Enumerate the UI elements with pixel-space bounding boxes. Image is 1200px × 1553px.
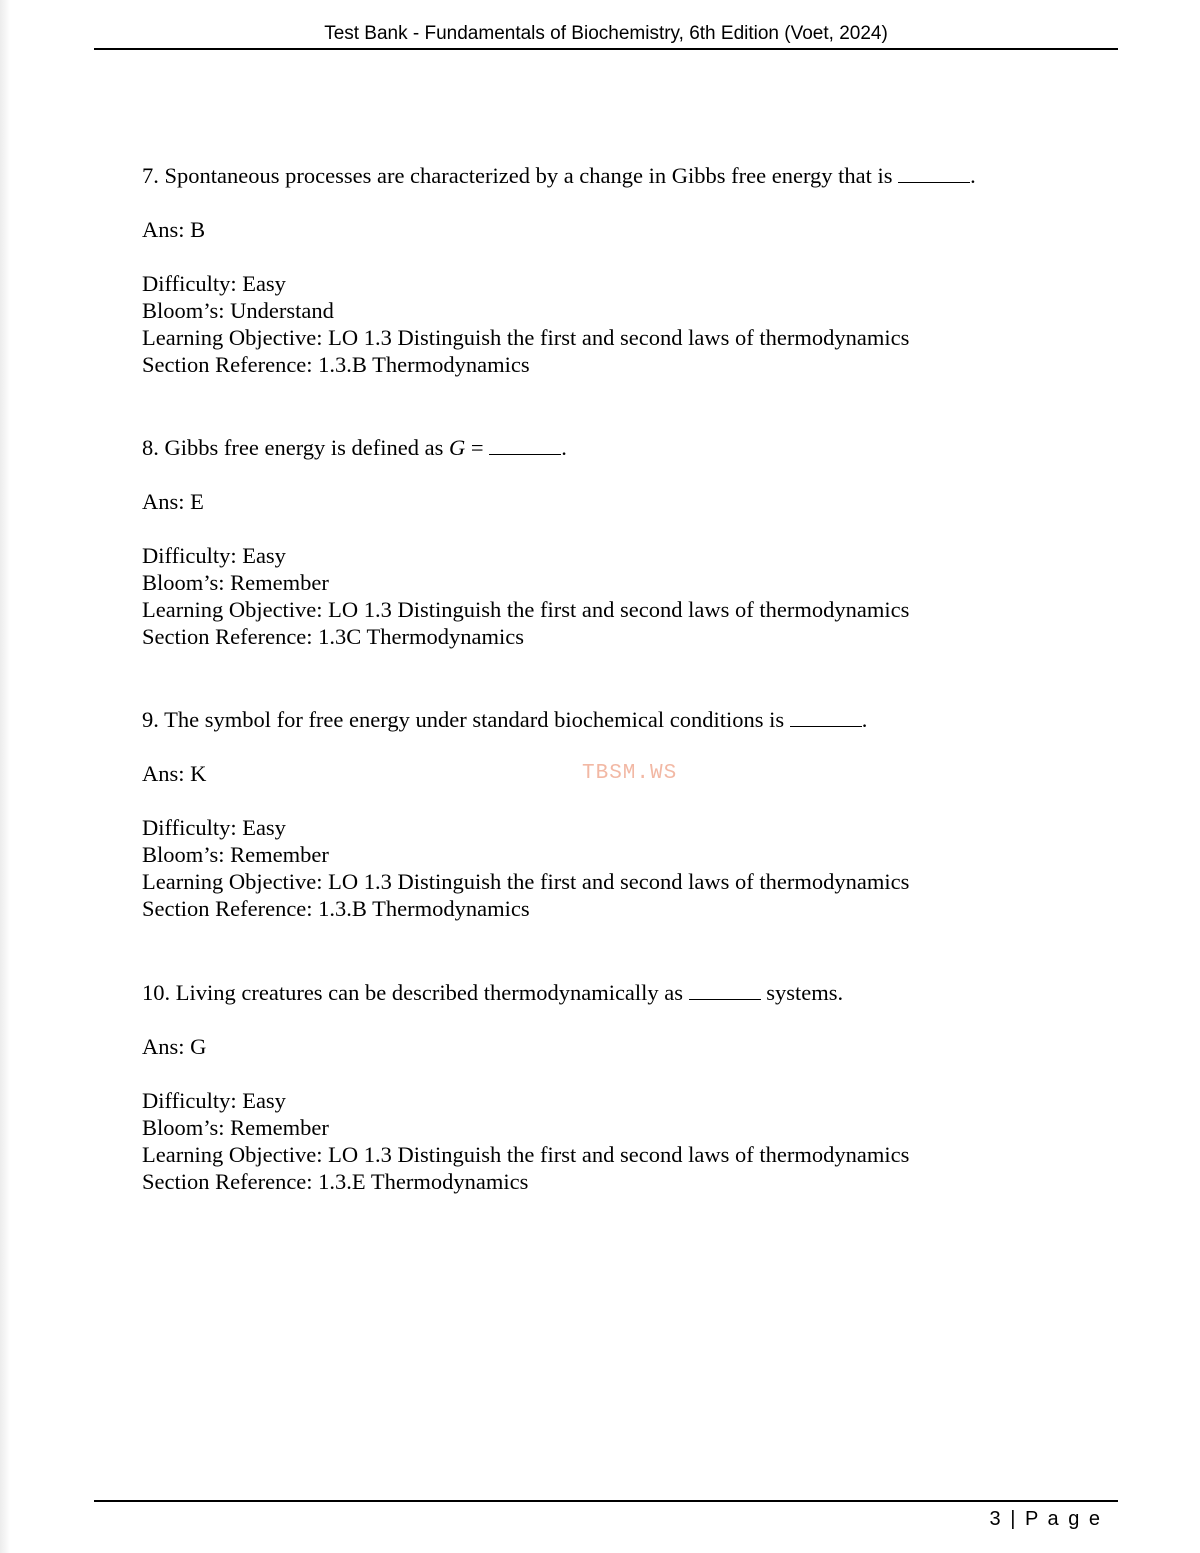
question-suffix: . xyxy=(861,707,868,732)
question-text xyxy=(142,979,1102,1006)
question-metadata xyxy=(142,270,1102,378)
difficulty-line: Difficulty: Easy xyxy=(142,815,286,840)
question-prompt: 7. Spontaneous processes are characterized by a change in Gibbs free energy that is xyxy=(142,163,899,188)
section-reference-line: Section Reference: 1.3C Thermodynamics xyxy=(142,624,524,649)
question-metadata xyxy=(142,1087,1102,1195)
question-metadata xyxy=(142,814,1102,922)
question-block-8 xyxy=(142,434,1102,650)
section-reference-line: Section Reference: 1.3.E Thermodynamics xyxy=(142,1169,529,1194)
question-suffix: systems. xyxy=(760,980,844,1005)
page-number: 3 | P a g e xyxy=(989,1508,1102,1530)
learning-objective-line: Learning Objective: LO 1.3 Distinguish the first and second laws of thermodynamics xyxy=(142,869,910,894)
answer-blank xyxy=(489,437,561,455)
equals-sign: = xyxy=(465,435,490,460)
answer-line: Ans: G xyxy=(142,1034,207,1059)
difficulty-line: Difficulty: Easy xyxy=(142,1088,286,1113)
question-suffix: . xyxy=(970,163,976,188)
question-block-9 xyxy=(142,706,1102,922)
question-prompt: 9. The symbol for free energy under standard biochemical conditions is xyxy=(142,707,790,732)
question-text xyxy=(142,162,1102,189)
gibbs-symbol: G xyxy=(449,435,466,460)
question-suffix: . xyxy=(561,435,567,460)
question-block-7 xyxy=(142,162,1102,378)
difficulty-line: Difficulty: Easy xyxy=(142,543,286,568)
question-text xyxy=(142,706,1102,733)
answer-blank xyxy=(790,709,862,727)
header-title: Test Bank - Fundamentals of Biochemistry, 6th Edition (Voet, 2024) xyxy=(324,23,888,44)
page-edge-shadow xyxy=(0,0,10,1553)
answer-line: Ans: E xyxy=(142,489,204,514)
section-reference-line: Section Reference: 1.3.B Thermodynamics xyxy=(142,896,530,921)
answer-blank xyxy=(898,165,970,183)
blooms-line: Bloom’s: Remember xyxy=(142,570,329,595)
footer-divider xyxy=(94,1500,1118,1502)
learning-objective-line: Learning Objective: LO 1.3 Distinguish the first and second laws of thermodynamics xyxy=(142,597,910,622)
learning-objective-line: Learning Objective: LO 1.3 Distinguish the first and second laws of thermodynamics xyxy=(142,325,910,350)
question-prompt: 8. Gibbs free energy is defined as xyxy=(142,435,449,460)
question-block-10 xyxy=(142,979,1102,1195)
answer-line: Ans: B xyxy=(142,217,206,242)
question-metadata xyxy=(142,542,1102,650)
question-text xyxy=(142,434,1102,461)
answer-blank xyxy=(689,982,761,1000)
watermark: TBSM.WS xyxy=(582,762,678,785)
blooms-line: Bloom’s: Remember xyxy=(142,842,329,867)
page-header xyxy=(94,22,1118,50)
difficulty-line: Difficulty: Easy xyxy=(142,271,286,296)
answer-line: Ans: K xyxy=(142,761,207,786)
blooms-line: Bloom’s: Remember xyxy=(142,1115,329,1140)
section-reference-line: Section Reference: 1.3.B Thermodynamics xyxy=(142,352,530,377)
question-prompt: 10. Living creatures can be described thermodynamically as xyxy=(142,980,689,1005)
learning-objective-line: Learning Objective: LO 1.3 Distinguish the first and second laws of thermodynamics xyxy=(142,1142,910,1167)
blooms-line: Bloom’s: Understand xyxy=(142,298,334,323)
